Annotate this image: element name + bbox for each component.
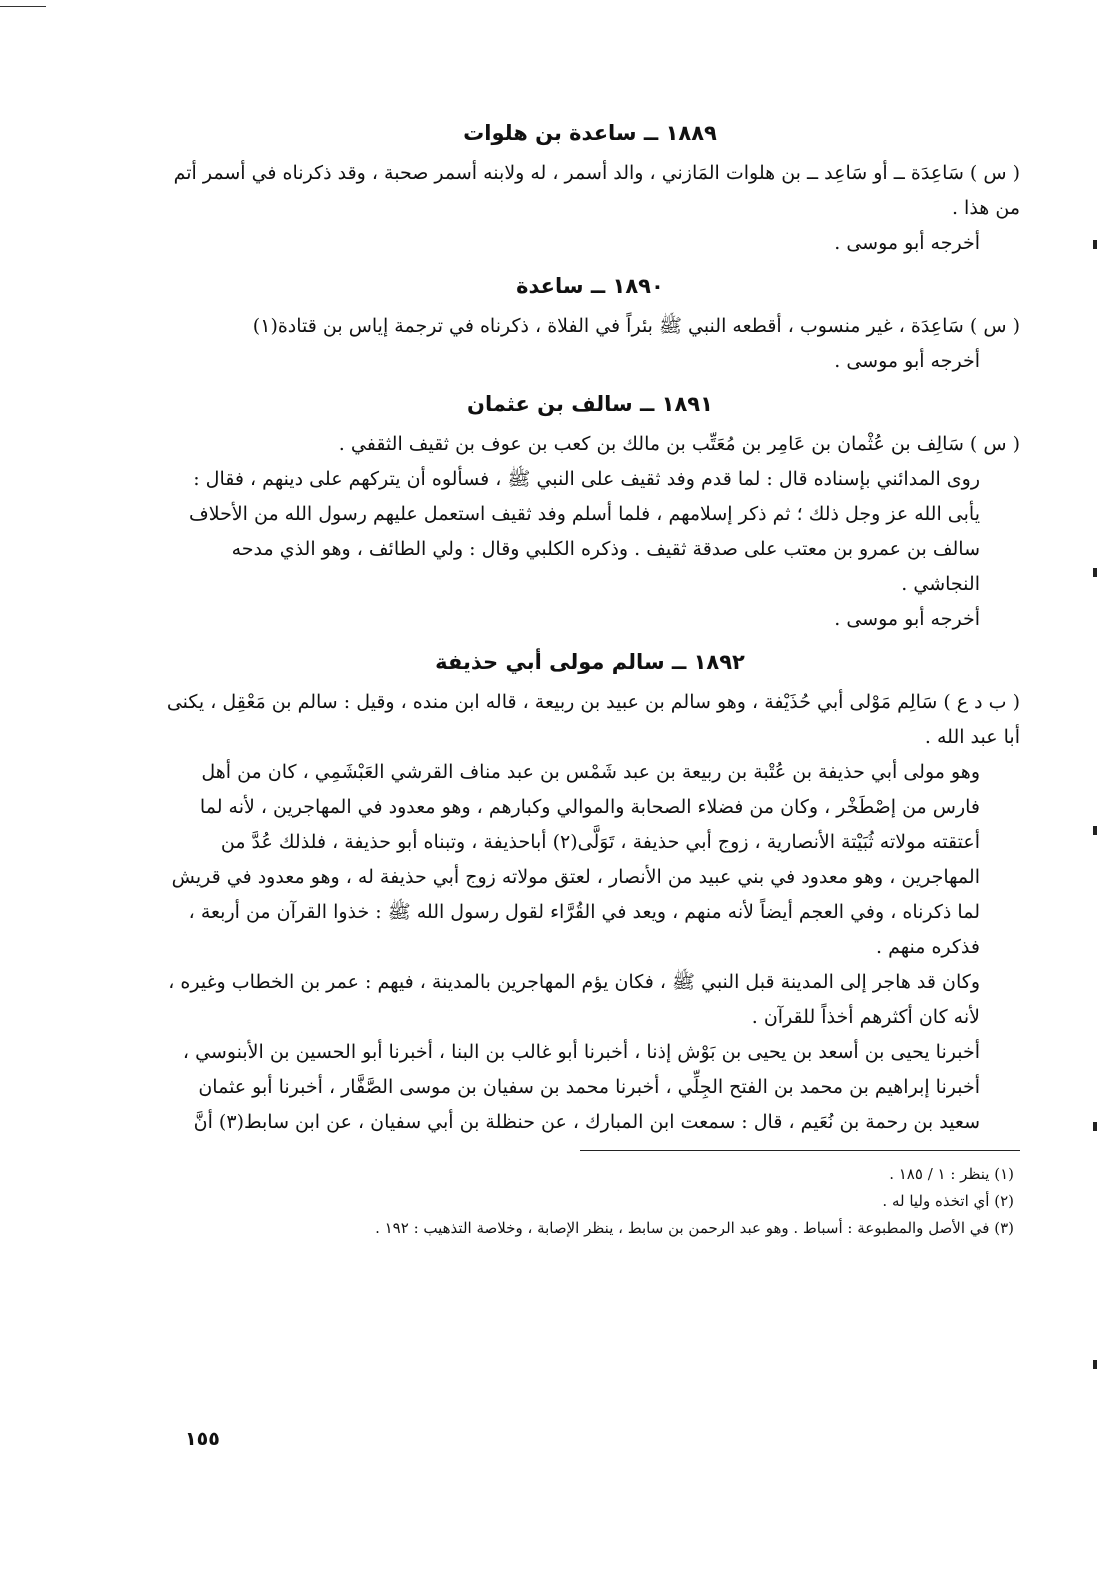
entry-paragraph: روى المدائني بإسناده قال : لما قدم وفد ثقيف على النبي ﷺ ، فسألوه أن يتركهم على دينهم ، فقال : يأبى الله عز وجل ذلك ؛ ثم ذكر إسلامهم ، فلما أسلم وفد ثقيف استعمل عليهم رسول الله من الأحلاف سالف بن عمرو بن معتب على صدقة ثقيف . وذكره الكلبي وقال : ولي الطائف ، وهو الذي مدحه النجاشي . [189,468,980,595]
entry-1891 [160,387,1020,637]
footnote: (٢) أي اتخذه وليا له . [882,1192,1014,1210]
footnote: (١) ينظر : ١ / ١٨٥ . [889,1165,1014,1183]
entry-paragraph: وكان قد هاجر إلى المدينة قبل النبي ﷺ ، فكان يؤم المهاجرين بالمدينة ، فيهم : عمر بن الخطاب وغيره ، لأنه كان أكثرهم أخذاً للقرآن . [168,971,980,1028]
entry-title: ١٨٩٠ ــ ساعدة [516,274,664,298]
page-body [160,108,1020,1242]
entry-paragraph: ( س ) سَالِف بن عُثْمان بن عَامِر بن مُعَتِّب بن مالك بن كعب بن عوف بن ثقيف الثقفي . [338,433,1020,455]
entry-1892 [160,645,1020,1140]
entry-source: أخرجه أبو موسى . [834,232,980,254]
corner-rule [0,6,46,7]
margin-mark [1093,1122,1097,1131]
margin-mark [1093,826,1097,835]
page-number: ١٥٥ [185,1428,220,1450]
entry-paragraph: أخبرنا يحيى بن أسعد بن يحيى بن بَوْش إذنا ، أخبرنا أبو غالب بن البنا ، أخبرنا أبو الحسين بن الأبنوسي ، أخبرنا إبراهيم بن محمد بن الفتح الجِلِّي ، أخبرنا محمد بن سفيان بن موسى الصَّفَّار ، أخبرنا أبو عثمان سعيد بن رحمة بن نُعَيم ، قال : سمعت ابن المبارك ، عن حنظلة بن أبي سفيان ، عن ابن سابط(٣) أنَّ [182,1041,980,1133]
entry-paragraph: ( س ) سَاعِدَة ، غير منسوب ، أقطعه النبي ﷺ بئراً في الفلاة ، ذكرناه في ترجمة إياس بن قتادة(١) [252,315,1020,337]
entry-1889 [160,116,1020,261]
margin-mark [1093,568,1097,577]
footnotes [160,1161,1020,1242]
entry-paragraph: ( ب د ع ) سَالِم مَوْلى أبي حُذَيْفة ، وهو سالم بن عبيد بن ربيعة ، قاله ابن منده ، وقيل : سالم بن مَعْقِل ، يكنى أبا عبد الله . [166,691,1020,748]
entry-paragraph: ( س ) سَاعِدَة ــ أو سَاعِد ــ بن هلوات المَازني ، والد أسمر ، له ولابنه أسمر صحبة ، وقد ذكرناه في أسمر أتم من هذا . [173,162,1020,219]
margin-mark [1093,240,1097,249]
margin-mark [1093,1360,1097,1369]
entry-1890 [160,269,1020,379]
entry-source: أخرجه أبو موسى . [834,608,980,630]
entry-source: أخرجه أبو موسى . [834,350,980,372]
entry-title: ١٨٨٩ ــ ساعدة بن هلوات [463,121,717,145]
footnote-divider [580,1150,1020,1151]
entry-paragraph: وهو مولى أبي حذيفة بن عُتْبة بن ربيعة بن عبد شَمْس بن عبد مناف القرشي العَبْشَمِي ، كان من أهل فارس من إصْطَخْر ، وكان من فضلاء الصحابة والموالي وكبارهم ، وهو معدود في المهاجرين ، لأنه لما أعتقته مولاته ثُبَيْتة الأنصارية ، زوج أبي حذيفة ، تَوَلَّى(٢) أباحذيفة ، وتبناه أبو حذيفة ، فلذلك عُدَّ من المهاجرين ، وهو معدود في بني عبيد من الأنصار ، لعتق مولاته زوج أبي حذيفة له ، وهو معدود في قريش لما ذكرناه ، وفي العجم أيضاً لأنه منهم ، ويعد في القُرَّاء لقول رسول الله ﷺ : خذوا القرآن من أربعة ، فذكره منهم . [171,761,980,958]
footnote: (٣) في الأصل والمطبوعة : أسباط . وهو عبد الرحمن بن سابط ، ينظر الإصابة ، وخلاصة التذهيب : ١٩٢ . [375,1219,1014,1237]
entry-title: ١٨٩١ ــ سالف بن عثمان [467,392,713,416]
entry-title: ١٨٩٢ ــ سالم مولى أبي حذيفة [435,650,745,674]
